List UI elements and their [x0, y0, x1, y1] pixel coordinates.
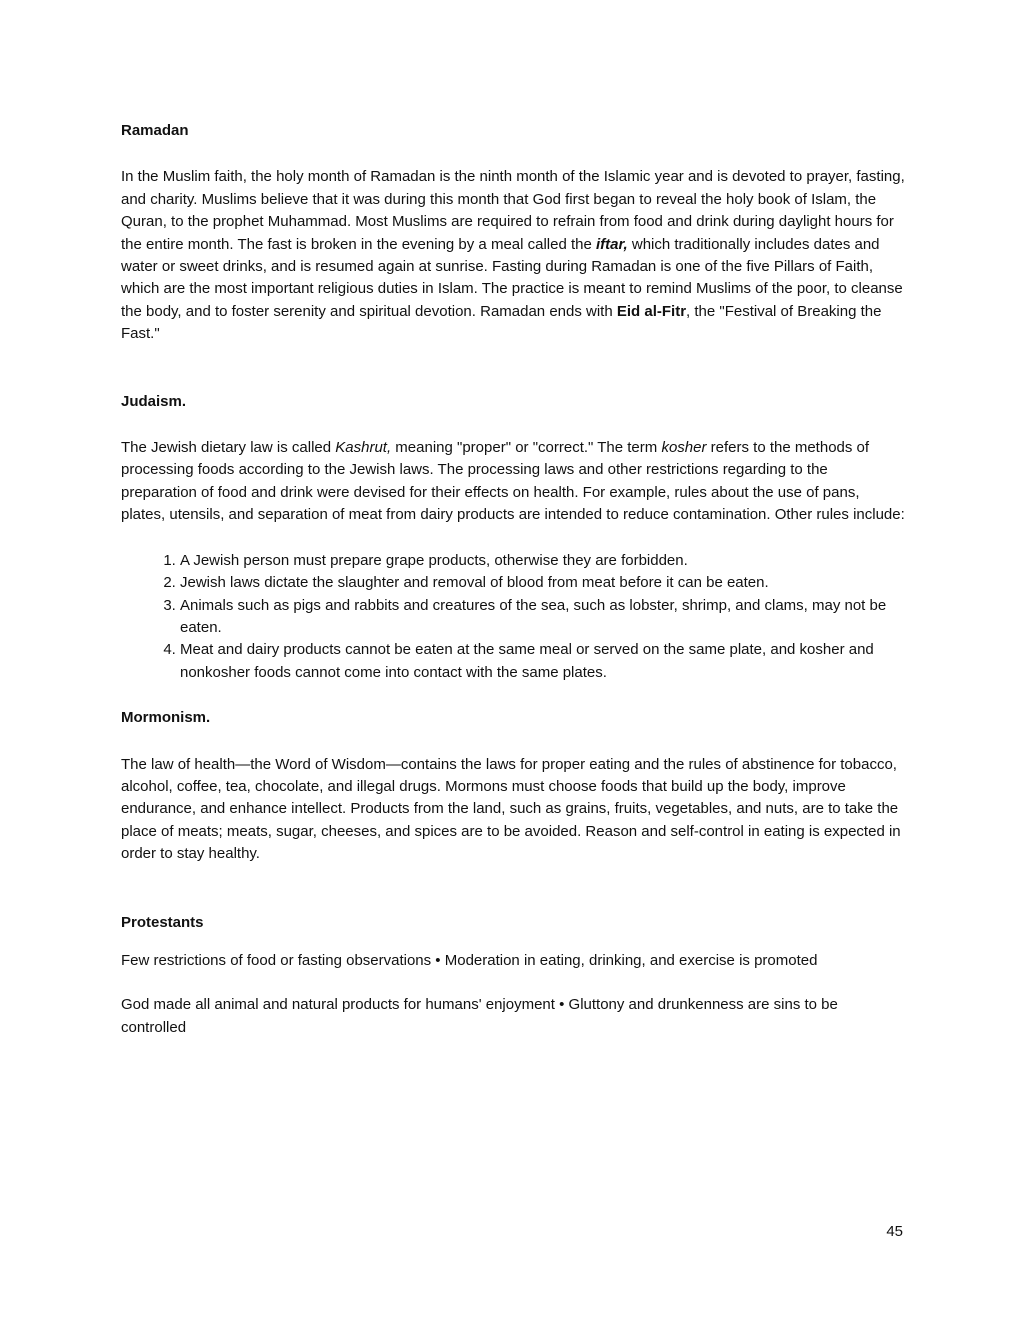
page-number: 45 — [886, 1223, 903, 1240]
judaism-text-3: refers to the methods of processing foods according to the Jewish laws. The processing laws and other restrictions regarding to the preparation of food and drink were devised for their effects on health. For example, rules about the use of pans, plates, utensils, and separation of meat from dairy products are intended to reduce contamination. Other rules include: — [121, 439, 905, 524]
judaism-rules-list — [121, 550, 906, 684]
list-item: 1. A Jewish person must prepare grape products, otherwise they are forbidden. — [180, 550, 906, 572]
ramadan-text-2: which traditionally includes dates and water or sweet drinks, and is resumed again at sunrise. Fasting during Ramadan is one of the five Pillars of Faith, which are the most important religious duties in Islam. The practice is meant to remind Muslims of the poor, to cleanse the body, and to foster serenity and spiritual devotion. Ramadan ends with — [121, 235, 903, 320]
term-eid-al-fitr: Eid al-Fitr — [616, 302, 687, 320]
term-kosher: kosher — [661, 439, 707, 457]
judaism-text-1: The Jewish dietary law is called — [121, 439, 336, 457]
judaism-text-2: meaning "proper" or "correct." The term — [391, 439, 662, 457]
ramadan-text-1: In the Muslim faith, the holy month of Ramadan is the ninth month of the Islamic year and is devoted to prayer, fasting, and charity. Muslims believe that it was during this month that God first began to reveal the holy book of Islam, the Quran, to the prophet Muhammad. Most Muslims are required to refrain from food and drink during daylight hours for the entire month. The fast is broken in the evening by a meal called the — [121, 168, 905, 253]
heading-protestants: Protestants — [121, 913, 204, 931]
heading-mormonism: Mormonism. — [121, 709, 211, 727]
list-item: 2. Jewish laws dictate the slaughter and removal of blood from meat before it can be eaten. — [180, 572, 906, 594]
paragraph-protestants-2: God made all animal and natural products for humans' enjoyment • Gluttony and drunkenness are sins to be controlled — [121, 996, 838, 1036]
list-item: 4. Meat and dairy products cannot be eaten at the same meal or served on the same plate, and kosher and nonkosher foods cannot come into contact with the same plates. — [180, 639, 906, 684]
heading-judaism: Judaism. — [121, 392, 187, 410]
heading-ramadan: Ramadan — [121, 122, 189, 139]
paragraph-ramadan — [121, 166, 906, 345]
term-iftar: iftar, — [596, 235, 628, 253]
term-kashrut: Kashrut, — [335, 439, 392, 457]
list-item: 3. Animals such as pigs and rabbits and creatures of the sea, such as lobster, shrimp, and clams, may not be eaten. — [180, 595, 906, 640]
ramadan-text-3: , the "Festival of Breaking the Fast." — [121, 302, 882, 343]
paragraph-protestants-1: Few restrictions of food or fasting observations • Moderation in eating, drinking, and exercise is promoted — [121, 951, 818, 969]
paragraph-judaism — [121, 437, 906, 527]
paragraph-mormonism: The law of health—the Word of Wisdom—contains the laws for proper eating and the rules of abstinence for tobacco, alcohol, coffee, tea, chocolate, and illegal drugs. Mormons must choose foods that build up the body, improve endurance, and enhance intellect. Products from the land, such as grains, fruits, vegetables, and nuts, are to take the place of meats; meats, sugar, cheeses, and spices are to be avoided. Reason and self-control in eating is expected in order to stay healthy. — [121, 755, 901, 863]
document-page — [121, 120, 906, 1039]
